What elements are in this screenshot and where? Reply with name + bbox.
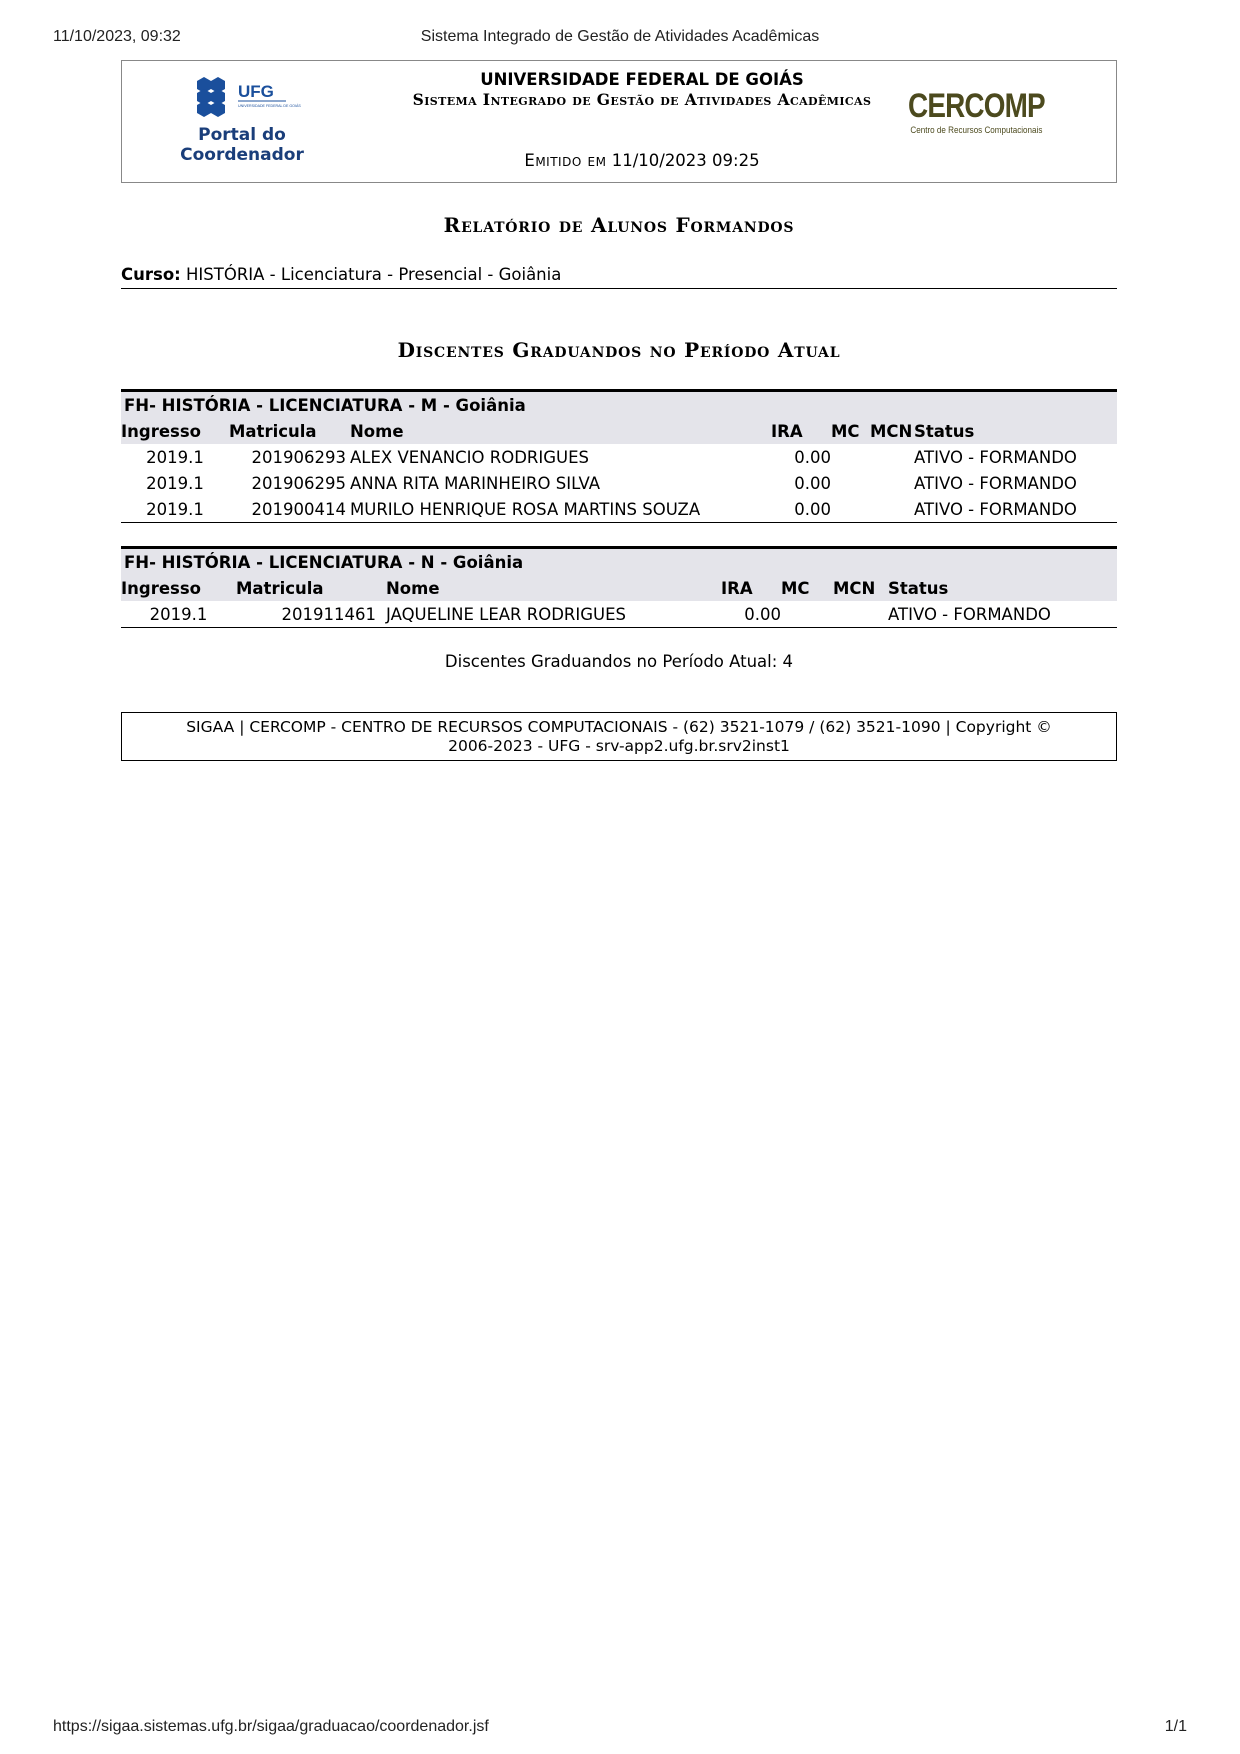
col-ira: IRA — [721, 575, 781, 601]
cell-matricula: 201911461 — [281, 604, 376, 624]
cell-mcn — [833, 601, 888, 628]
table-row — [121, 470, 1117, 496]
group-table — [121, 546, 1117, 628]
cell-ingresso: 2019.1 — [146, 499, 204, 519]
col-status: Status — [888, 575, 1117, 601]
report-title: Relatório de Alunos Formandos — [443, 213, 795, 237]
col-mcn: MCN — [870, 418, 914, 444]
cell-mcn — [870, 496, 914, 523]
col-mc: MC — [781, 575, 833, 601]
group-title-row — [121, 548, 1117, 576]
col-mc: MC — [831, 418, 870, 444]
group-title-row — [121, 391, 1117, 419]
emitido-line — [382, 151, 902, 170]
cell-ingresso: 2019.1 — [146, 473, 204, 493]
print-page-number: 1/1 — [1164, 1718, 1187, 1735]
curso-value: HISTÓRIA - Licenciatura - Presencial - Goiânia — [186, 265, 562, 284]
col-nome: Nome — [346, 418, 771, 444]
table-row — [121, 444, 1117, 470]
footer-line-2: 2006-2023 - UFG - srv-app2.ufg.br.srv2inst1 — [448, 737, 790, 755]
cell-ingresso: 2019.1 — [146, 447, 204, 467]
cell-ingresso: 2019.1 — [149, 604, 208, 624]
ufg-logo-subtext: UNIVERSIDADE FEDERAL DE GOIÁS — [238, 104, 301, 108]
group-title: FH- HISTÓRIA - LICENCIATURA - N - Goiânia — [121, 548, 1117, 576]
print-header — [53, 28, 1187, 50]
ufg-logo — [194, 75, 301, 119]
col-matricula: Matricula — [236, 575, 376, 601]
col-status: Status — [914, 418, 1117, 444]
section-title: Discentes Graduandos no Período Atual — [397, 338, 841, 362]
col-matricula: Matricula — [229, 418, 346, 444]
table-row — [121, 601, 1117, 628]
cell-mc — [831, 496, 870, 523]
column-header-row — [121, 418, 1117, 444]
curso-line — [121, 265, 1117, 289]
cell-nome: ALEX VENANCIO RODRIGUES — [350, 447, 590, 467]
table-row — [121, 496, 1117, 523]
sigaa-footer — [121, 712, 1117, 761]
cell-mcn — [870, 470, 914, 496]
cell-status: ATIVO - FORMANDO — [888, 604, 1051, 624]
cell-nome: JAQUELINE LEAR RODRIGUES — [386, 604, 626, 624]
emitido-label: Emitido em — [524, 151, 607, 170]
footer-line-1: SIGAA | CERCOMP - CENTRO DE RECURSOS COMPUTACIONAIS - (62) 3521-1079 / (62) 3521-1090 | Copyright © — [186, 718, 1052, 736]
col-ingresso: Ingresso — [121, 418, 229, 444]
curso-label: Curso: — [121, 265, 181, 284]
cell-nome: ANNA RITA MARINHEIRO SILVA — [350, 473, 600, 493]
cell-ira: 0.00 — [794, 447, 831, 467]
cell-mc — [781, 601, 833, 628]
system-name: Sistema Integrado de Gestão de Atividades Acadêmicas — [412, 90, 872, 109]
report-header — [121, 60, 1117, 183]
cercomp-logo — [893, 89, 1060, 136]
cell-ira: 0.00 — [794, 499, 831, 519]
cercomp-subtitle: Centro de Recursos Computacionais — [910, 125, 1043, 136]
group-table — [121, 389, 1117, 523]
cell-status: ATIVO - FORMANDO — [914, 499, 1077, 519]
cell-status: ATIVO - FORMANDO — [914, 447, 1077, 467]
group-title: FH- HISTÓRIA - LICENCIATURA - M - Goiânia — [121, 391, 1117, 419]
print-datetime: 11/10/2023, 09:32 — [53, 28, 181, 45]
cell-mc — [831, 444, 870, 470]
cell-matricula: 201906293 — [251, 447, 346, 467]
col-ingresso: Ingresso — [121, 575, 236, 601]
cell-matricula: 201900414 — [251, 499, 346, 519]
print-footer — [53, 1718, 1187, 1740]
cell-matricula: 201906295 — [251, 473, 346, 493]
cell-status: ATIVO - FORMANDO — [914, 473, 1077, 493]
print-url[interactable]: https://sigaa.sistemas.ufg.br/sigaa/graduacao/coordenador.jsf — [53, 1718, 489, 1735]
emitido-value: 11/10/2023 09:25 — [611, 151, 760, 170]
cell-ira: 0.00 — [744, 604, 781, 624]
col-nome: Nome — [376, 575, 721, 601]
header-titles — [382, 70, 902, 109]
col-mcn: MCN — [833, 575, 888, 601]
portal-coordenador-link[interactable] — [162, 75, 322, 165]
cercomp-name: CERCOMP — [908, 87, 1045, 125]
col-ira: IRA — [771, 418, 831, 444]
cell-mc — [831, 470, 870, 496]
cell-nome: MURILO HENRIQUE ROSA MARTINS SOUZA — [350, 499, 701, 519]
column-header-row — [121, 575, 1117, 601]
cell-ira: 0.00 — [794, 473, 831, 493]
university-name: UNIVERSIDADE FEDERAL DE GOIÁS — [480, 70, 804, 89]
cell-mcn — [870, 444, 914, 470]
total-count: Discentes Graduandos no Período Atual: 4 — [444, 652, 794, 671]
portal-label[interactable]: Portal do Coordenador — [180, 125, 304, 165]
print-page-title: Sistema Integrado de Gestão de Atividades Acadêmicas — [420, 28, 820, 45]
ufg-logo-text: UFG — [238, 82, 274, 101]
